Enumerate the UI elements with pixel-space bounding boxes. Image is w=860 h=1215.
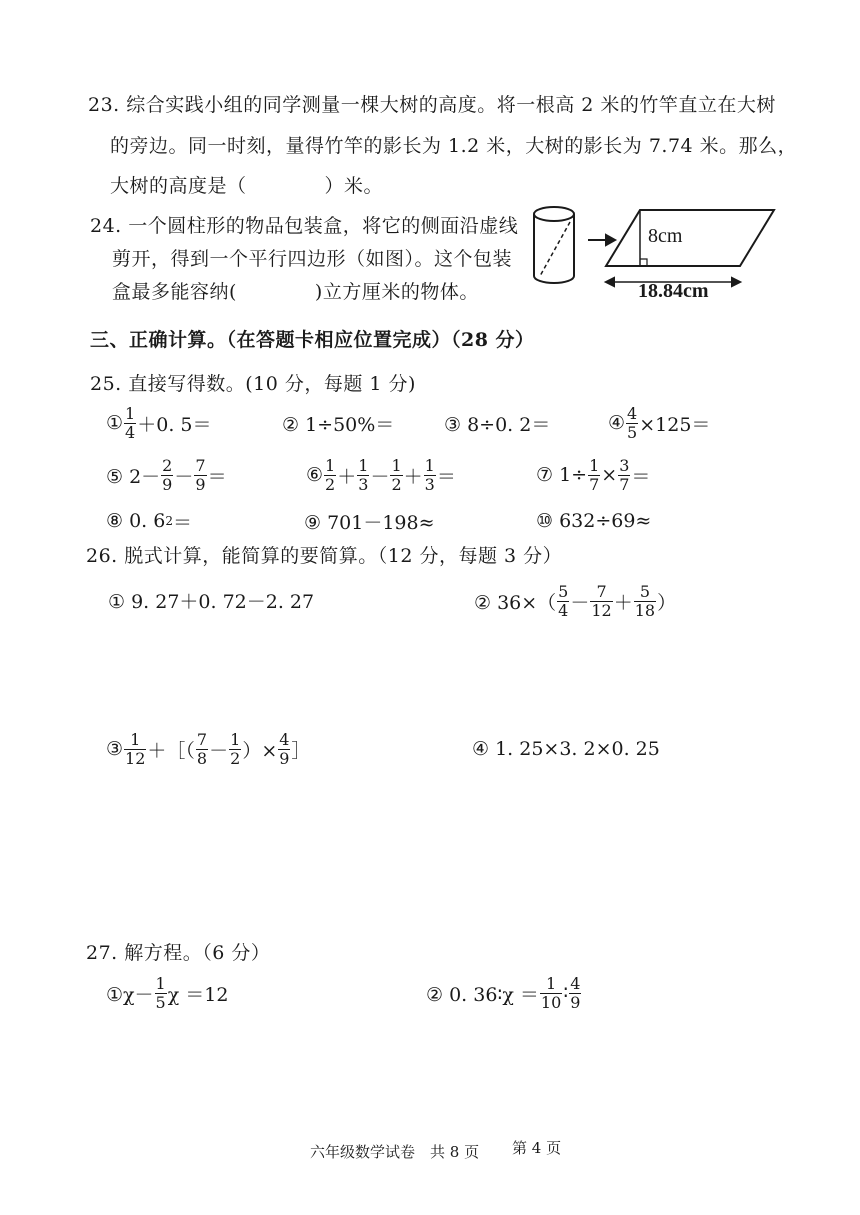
base-label: 18.84cm <box>638 280 709 300</box>
q24-line1: 24. 一个圆柱形的物品包装盒，将它的侧面沿虚线 <box>90 215 519 237</box>
fraction: $\frac{1}{3}$ <box>358 455 369 494</box>
footer-info: 六年级数学试卷 共 8 页 <box>310 1143 480 1161</box>
fraction: $\frac{4}{9}$ <box>279 729 290 768</box>
q25-problem-6: ⑥ $\frac{1}{2}$ ＋ $\frac{1}{3}$ － $\frac{1}{2}$ ＋ $\frac{1}{3}$ ＝ <box>306 455 456 494</box>
fraction: $\frac{2}{9}$ <box>162 455 173 494</box>
fraction: $\frac{1}{12}$ <box>125 729 146 768</box>
fraction: $\frac{1}{10}$ <box>540 973 562 1012</box>
section3-title: 三、正确计算。（在答题卡相应位置完成）（28 分） <box>90 329 535 351</box>
q25-problem-10: ⑩ 632÷69≈ <box>536 510 652 532</box>
q23-line2: 的旁边。同一时刻，量得竹竿的影长为 1.2 米，大树的影长为 7.74 米。那么， <box>110 135 798 157</box>
fraction: $\frac{1}{2}$ <box>391 455 402 494</box>
fraction: $\frac{1}{2}$ <box>230 729 241 768</box>
q26-problem-4: ④ 1. 25×3. 2×0. 25 <box>472 738 660 760</box>
arrow-right-icon <box>588 235 615 245</box>
q27-problem-2: ② 0. 36∶χ ＝ $\frac{1}{10}$ ∶ $\frac{4}{9}$ <box>426 973 581 1012</box>
q25-title: 25. 直接写得数。(10 分，每题 1 分) <box>90 373 416 395</box>
q25-problem-5: ⑤ 2－ $\frac{2}{9}$ － $\frac{7}{9}$ ＝ <box>106 455 227 494</box>
fraction: $\frac{1}{3}$ <box>424 455 435 494</box>
fraction: $\frac{3}{7}$ <box>619 455 630 494</box>
q25-problem-7: ⑦ 1÷ $\frac{1}{7}$ × $\frac{3}{7}$ ＝ <box>536 455 651 494</box>
q26-problem-3: ③ $\frac{1}{12}$ ＋［（ $\frac{7}{8}$ － $\frac{1}{2}$ ）× $\frac{4}{9}$ ］ <box>106 729 311 768</box>
cylinder-to-parallelogram-figure <box>528 200 780 300</box>
q25-problem-4: ④ $\frac{4}{5}$ ×125＝ <box>608 403 711 442</box>
q23-line3: 大树的高度是（ ）米。 <box>110 175 384 197</box>
q26-problem-1: ① 9. 27＋0. 72－2. 27 <box>108 590 315 613</box>
q25-problem-3: ③ 8÷0. 2＝ <box>444 413 551 436</box>
fraction: $\frac{7}{9}$ <box>195 455 206 494</box>
q27-title: 27. 解方程。（6 分） <box>86 942 271 964</box>
q27-problem-1: ①χ－ $\frac{1}{5}$ χ ＝12 <box>106 973 229 1012</box>
q25-problem-8: ⑧ 0. 6 2 ＝ <box>106 510 192 534</box>
fraction: $\frac{1}{2}$ <box>325 455 336 494</box>
fraction: $\frac{1}{4}$ <box>125 403 136 442</box>
fraction: $\frac{5}{4}$ <box>558 581 569 620</box>
q25-problem-1: ① $\frac{1}{4}$ ＋0. 5＝ <box>106 403 212 442</box>
fraction: $\frac{7}{12}$ <box>591 581 612 620</box>
fraction: $\frac{1}{5}$ <box>155 973 166 1012</box>
cylinder-shape <box>534 207 574 283</box>
q25-problem-9: ⑨ 701－198≈ <box>304 511 435 534</box>
q24-line2: 剪开，得到一个平行四边形（如图）。这个包装 <box>112 248 513 270</box>
height-label: 8cm <box>648 225 683 247</box>
parallelogram-shape <box>606 210 774 286</box>
q26-problem-2: ② 36×（ $\frac{5}{4}$ － $\frac{7}{12}$ ＋ $\frac{5}{18}$ ） <box>474 581 677 620</box>
fraction: $\frac{7}{8}$ <box>196 729 208 768</box>
fraction: $\frac{5}{18}$ <box>634 581 656 620</box>
q23-line1: 23. 综合实践小组的同学测量一棵大树的高度。将一根高 2 米的竹竿直立在大树 <box>88 94 776 116</box>
q25-problem-2: ② 1÷50%＝ <box>282 413 395 436</box>
fraction: $\frac{4}{5}$ <box>627 403 638 442</box>
fraction: $\frac{1}{7}$ <box>589 455 600 494</box>
fraction: $\frac{4}{9}$ <box>570 973 581 1012</box>
q26-title: 26. 脱式计算，能简算的要简算。（12 分，每题 3 分） <box>86 545 563 567</box>
page-number: 第 4 页 <box>512 1139 562 1157</box>
q24-line3: 盒最多能容纳( )立方厘米的物体。 <box>112 281 479 303</box>
